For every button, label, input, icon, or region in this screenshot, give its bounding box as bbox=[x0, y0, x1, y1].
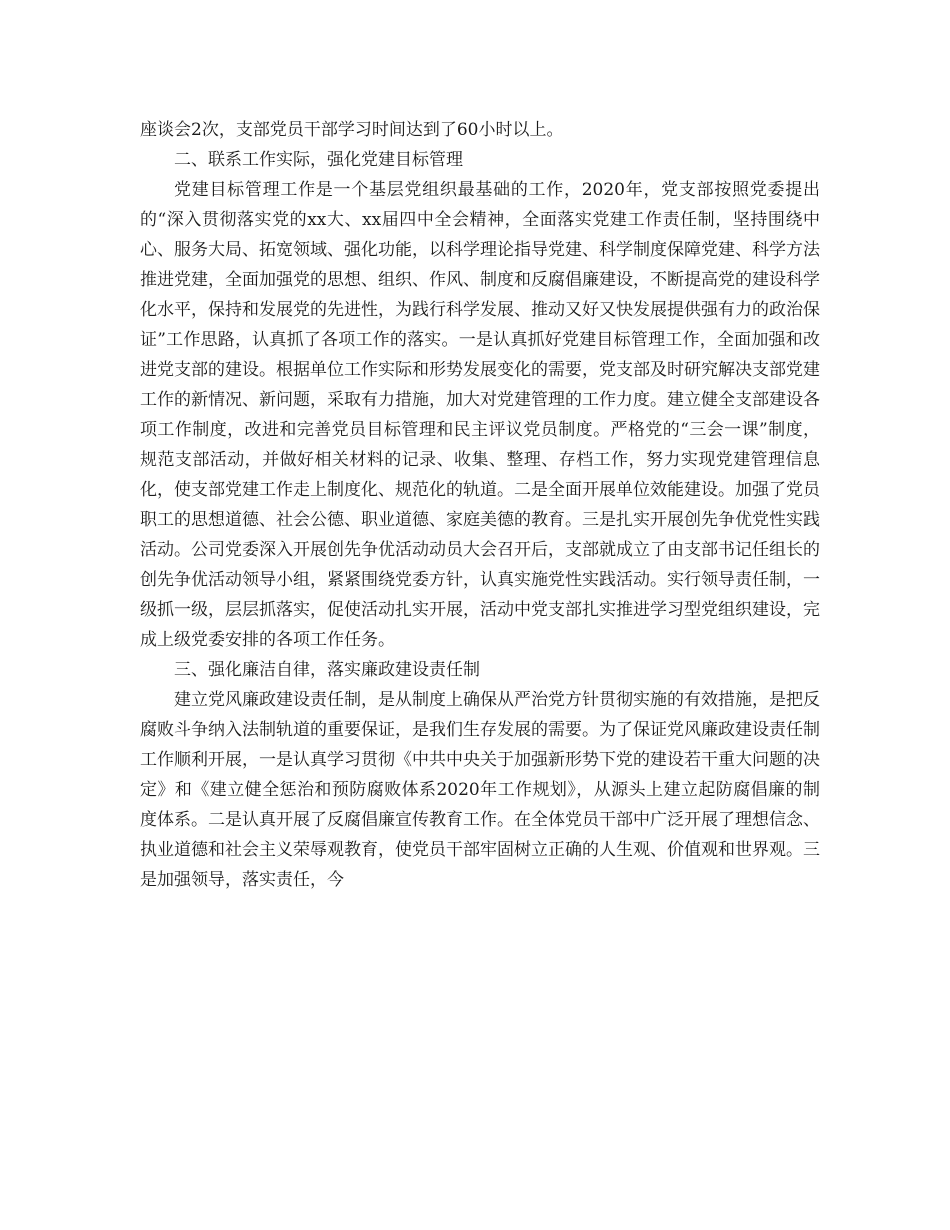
paragraph-party-target-management: 党建目标管理工作是一个基层党组织最基础的工作，2020年，党支部按照党委提出的“深入贯彻落实党的xx大、xx届四中全会精神，全面落实党建工作责任制，坚持围绕中心、服务大局、拓宽领域、强化功能，以科学理论指导党建、科学制度保障党建、科学方法推进党建，全面加强党的思想、组织、作风、制度和反腐倡廉建设，不断提高党的建设科学化水平，保持和发展党的先进性，为践行科学发展、推动又好又快发展提供强有力的政治保证”工作思路，认真抓了各项工作的落实。一是认真抓好党建目标管理工作，全面加强和改进党支部的建设。根据单位工作实际和形势发展变化的需要，党支部及时研究解决支部党建工作的新情况、新问题，采取有力措施，加大对党建管理的工作力度。建立健全支部建设各项工作制度，改进和完善党员目标管理和民主评议党员制度。严格党的“三会一课”制度，规范支部活动，并做好相关材料的记录、收集、整理、存档工作，努力实现党建管理信息化，使支部党建工作走上制度化、规范化的轨道。二是全面开展单位效能建设。加强了党员职工的思想道德、社会公德、职业道德、家庭美德的教育。三是扎实开展创先争优党性实践活动。公司党委深入开展创先争优活动动员大会召开后，支部就成立了由支部书记任组长的创先争优活动领导小组，紧紧围绕党委方针，认真实施党性实践活动。实行领导责任制，一级抓一级，层层抓落实，促使活动扎实开展，活动中党支部扎实推进学习型党组织建设，完成上级党委安排的各项工作任务。 bbox=[140, 180, 820, 650]
section-heading-three: 三、强化廉洁自律，落实廉政建设责任制 bbox=[174, 660, 480, 680]
section-heading-two: 二、联系工作实际，强化党建目标管理 bbox=[174, 150, 463, 170]
paragraph-intro-continuation: 座谈会2次，支部党员干部学习时间达到了60小时以上。 bbox=[140, 120, 564, 140]
paragraph-integrity-responsibility: 建立党风廉政建设责任制，是从制度上确保从严治党方针贯彻实施的有效措施，是把反腐败斗争纳入法制轨道的重要保证，是我们生存发展的需要。为了保证党风廉政建设责任制工作顺利开展，一是认真学习贯彻《中共中央关于加强新形势下党的建设若干重大问题的决定》和《建立健全惩治和预防腐败体系2020年工作规划》，从源头上建立起防腐倡廉的制度体系。二是认真开展了反腐倡廉宣传教育工作。在全体党员干部中广泛开展了理想信念、执业道德和社会主义荣辱观教育，使党员干部牢固树立正确的人生观、价值观和世界观。三是加强领导，落实责任，今 bbox=[140, 690, 820, 890]
document-body bbox=[140, 115, 820, 895]
